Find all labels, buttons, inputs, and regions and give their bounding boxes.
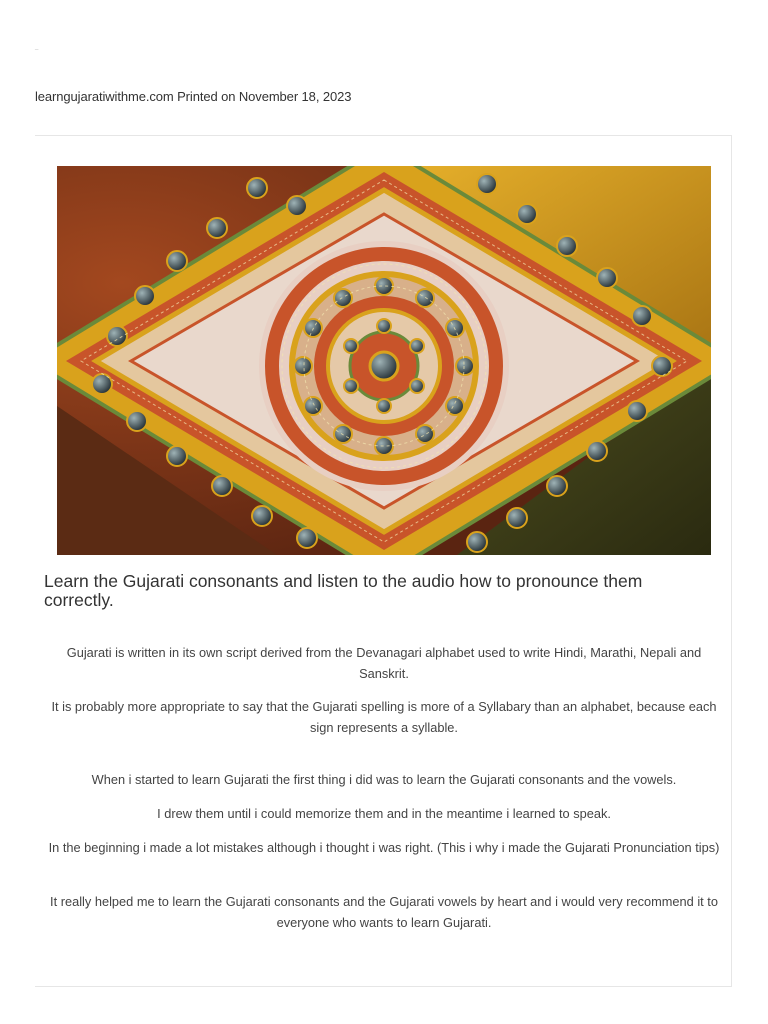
header-mark: _: [35, 44, 39, 50]
paragraph-recommend: It really helped me to learn the Gujarati consonants and the Gujarati vowels by heart and i would very recommend it to everyone who wants to learn Gujarati.: [50, 894, 718, 930]
paragraph-script-origin: Gujarati is written in its own script derived from the Devanagari alphabet used to write Hindi, Marathi, Nepali and Sanskrit.: [66, 645, 702, 681]
paragraph-syllabary: It is probably more appropriate to say that the Gujarati spelling is more of a Syllabary than an alphabet, because each sign represents a syllable.: [51, 699, 717, 735]
paragraph-first-steps: When i started to learn Gujarati the first thing i did was to learn the Gujarati consonants and the vowels.: [91, 772, 677, 787]
article-title: Learn the Gujarati consonants and listen to the audio how to pronounce them correctly.: [44, 571, 643, 610]
article-card: [35, 135, 732, 987]
embroidery-image: [57, 166, 711, 555]
paragraph-memorize: I drew them until i could memorize them and in the meantime i learned to speak.: [157, 806, 611, 821]
print-header: learngujaratiwithme.com Printed on November 18, 2023: [35, 89, 352, 104]
paragraph-mistakes: In the beginning i made a lot mistakes although i thought i was right. (This i why i made the Gujarati Pronunciation tips): [48, 840, 720, 855]
